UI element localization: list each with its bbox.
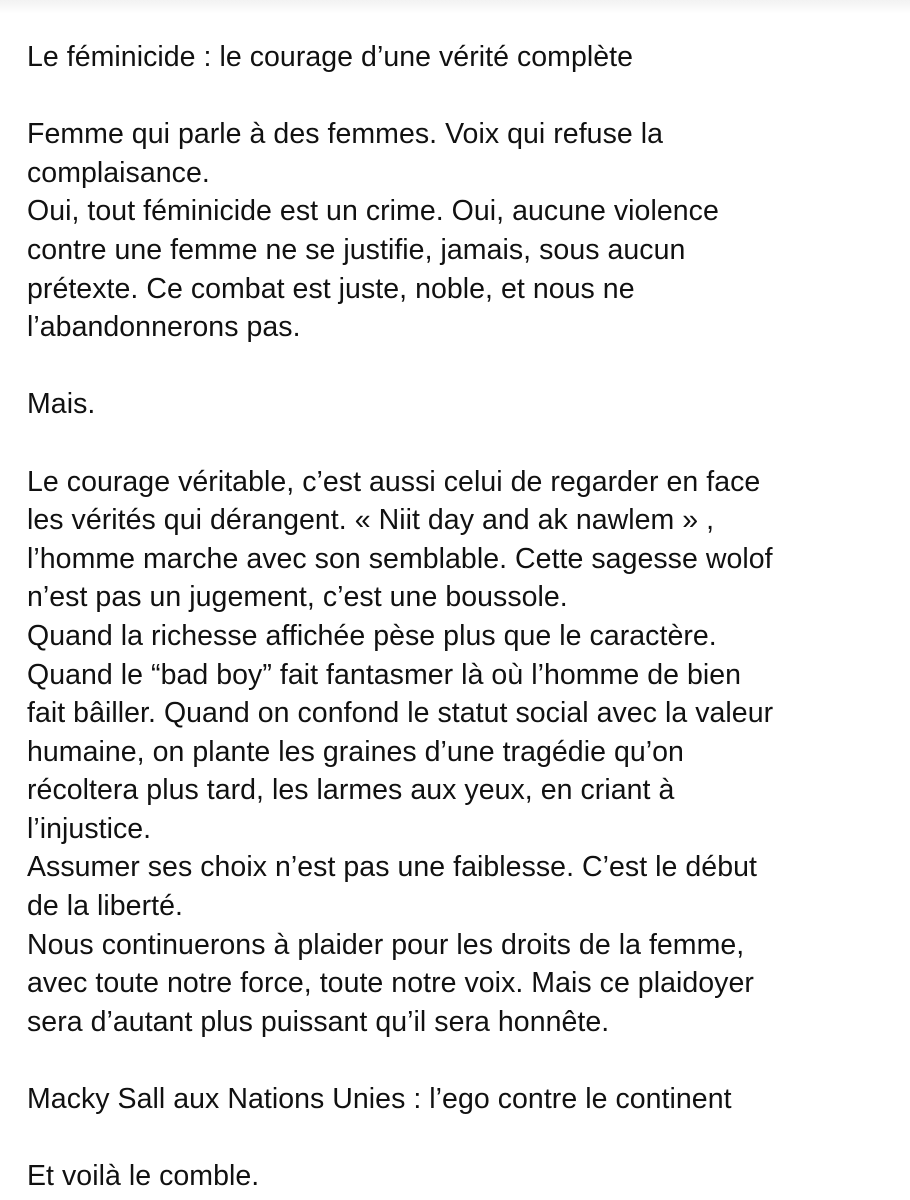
note-line: n’est pas un jugement, c’est une boussole. — [27, 581, 568, 614]
note-line: récoltera plus tard, les larmes aux yeux, en criant à — [27, 774, 675, 807]
blank-line — [27, 1041, 897, 1080]
note-heading-line: Macky Sall aux Nations Unies : l’ego contre le continent — [27, 1083, 732, 1116]
note-line: l’abandonnerons pas. — [27, 311, 301, 344]
note-text-body[interactable] — [27, 38, 897, 1196]
note-line: Et voilà le comble. — [27, 1160, 260, 1193]
note-line: Quand le “bad boy” fait fantasmer là où l’homme de bien — [27, 658, 742, 691]
note-line: Nous continuerons à plaider pour les droits de la femme, — [27, 928, 745, 961]
note-line: prétexte. Ce combat est juste, noble, et nous ne — [27, 272, 635, 305]
note-line: Mais. — [27, 388, 96, 421]
note-line: l’homme marche avec son semblable. Cette sagesse wolof — [27, 542, 773, 575]
note-line: Femme qui parle à des femmes. Voix qui refuse la — [27, 118, 664, 151]
blank-line — [27, 1119, 897, 1158]
note-line: Assumer ses choix n’est pas une faiblesse. C’est le début — [27, 851, 757, 884]
note-line: sera d’autant plus puissant qu’il sera honnête. — [27, 1005, 610, 1038]
note-line: Quand la richesse affichée pèse plus que le caractère. — [27, 619, 717, 652]
note-line: avec toute notre force, toute notre voix. Mais ce plaidoyer — [27, 967, 754, 1000]
note-line: Le courage véritable, c’est aussi celui de regarder en face — [27, 465, 761, 498]
blank-line — [27, 424, 897, 463]
note-line: humaine, on plante les graines d’une tragédie qu’on — [27, 735, 684, 768]
top-edge-shadow — [0, 0, 910, 14]
note-line: fait bâiller. Quand on confond le statut social avec la valeur — [27, 697, 774, 730]
note-line: l’injustice. — [27, 812, 152, 845]
note-line: contre une femme ne se justifie, jamais, sous aucun — [27, 233, 686, 266]
note-title-line: Le féminicide : le courage d’une vérité complète — [27, 41, 633, 73]
note-line: les vérités qui dérangent. « Niit day and ak nawlem » , — [27, 504, 715, 537]
note-line: de la liberté. — [27, 890, 183, 923]
note-line: complaisance. — [27, 156, 210, 189]
blank-line — [27, 347, 897, 386]
blank-line — [27, 77, 897, 116]
note-line: Oui, tout féminicide est un crime. Oui, aucune violence — [27, 195, 719, 228]
